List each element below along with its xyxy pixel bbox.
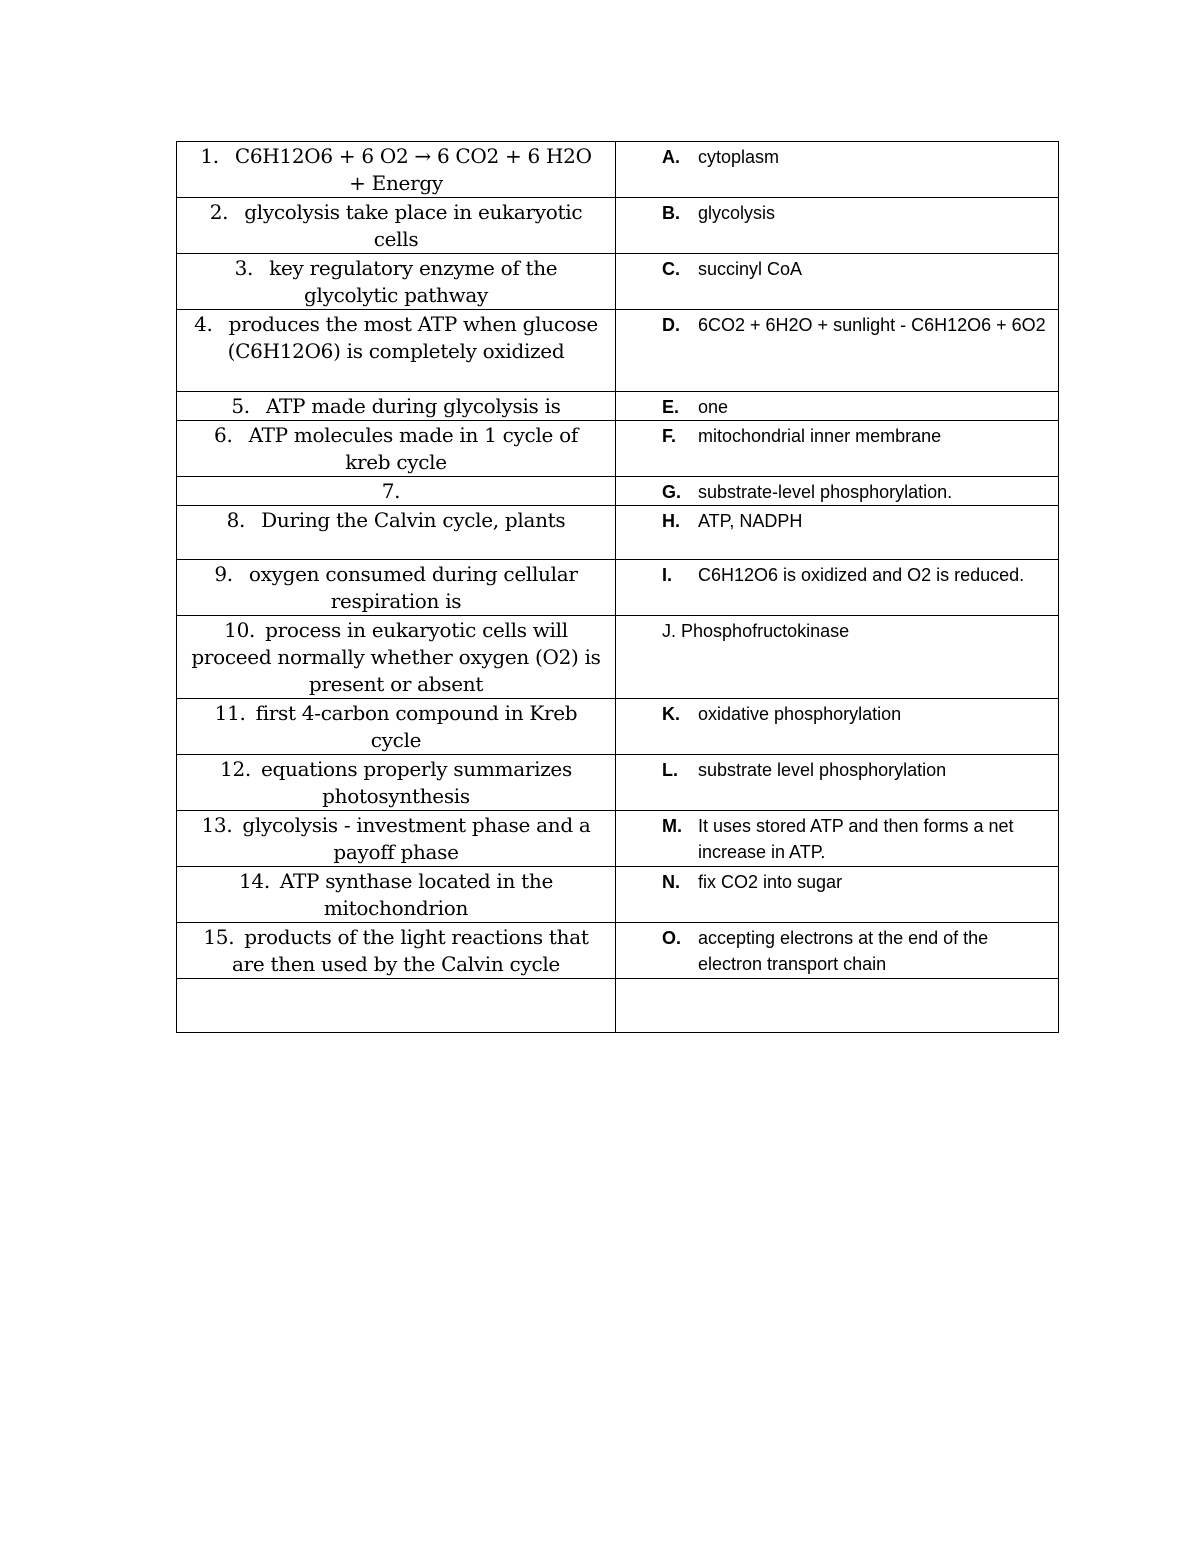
question-number: 14.: [238, 869, 270, 893]
question-text: C6H12O6 + 6 O2 → 6 CO2 + 6 H2O + Energy: [234, 144, 592, 195]
question-cell: [177, 254, 616, 310]
question-cell: [177, 142, 616, 198]
answer-text: Phosphofructokinase: [681, 621, 850, 641]
question-text: produces the most ATP when glucose (C6H12O6) is completely oxidized: [227, 312, 598, 363]
answer-cell: [616, 392, 1059, 421]
question-number: 11.: [214, 701, 246, 725]
empty-table-row: [177, 979, 1059, 1033]
question-text: key regulatory enzyme of the glycolytic pathway: [269, 256, 558, 307]
answer-text: 6CO2 + 6H2O + sunlight - C6H12O6 + 6O2: [698, 315, 1046, 335]
question-number: 1.: [200, 144, 219, 168]
table-row: [177, 616, 1059, 699]
question-cell: [177, 198, 616, 254]
question-text: ATP molecules made in 1 cycle of kreb cycle: [248, 423, 578, 474]
question-text: first 4-carbon compound in Kreb cycle: [255, 701, 578, 752]
table-row: [177, 506, 1059, 560]
answer-letter: C.: [662, 259, 680, 279]
question-cell: [177, 811, 616, 867]
answer-cell: [616, 506, 1059, 560]
question-number: 10.: [224, 618, 256, 642]
answer-cell: [616, 867, 1059, 923]
question-text: products of the light reactions that are then used by the Calvin cycle: [232, 925, 589, 976]
answer-letter: E.: [662, 397, 680, 417]
question-number: 2.: [209, 200, 229, 224]
answer-letter: D.: [662, 315, 680, 335]
question-number: 3.: [234, 256, 254, 280]
answer-cell: [616, 755, 1059, 811]
table-row: [177, 867, 1059, 923]
question-text: glycolysis take place in eukaryotic cells: [244, 200, 583, 251]
question-cell: [177, 755, 616, 811]
table-row: [177, 310, 1059, 392]
matching-table: [176, 141, 1059, 1033]
answer-text: It uses stored ATP and then forms a net increase in ATP.: [698, 816, 1014, 862]
answer-text: accepting electrons at the end of the electron transport chain: [698, 928, 989, 974]
answer-cell: [616, 142, 1059, 198]
question-number: 12.: [220, 757, 251, 781]
answer-cell: [616, 811, 1059, 867]
answer-text: ATP, NADPH: [698, 511, 803, 531]
question-number: 13.: [201, 813, 233, 837]
answer-letter: L.: [662, 760, 678, 780]
answer-cell: [616, 560, 1059, 616]
table-row: [177, 392, 1059, 421]
answer-letter: A.: [662, 147, 680, 167]
question-text: glycolysis - investment phase and a payoff phase: [242, 813, 591, 864]
answer-letter: N.: [662, 872, 680, 892]
question-number: 4.: [194, 312, 213, 336]
answer-cell: [616, 421, 1059, 477]
answer-text: glycolysis: [698, 203, 776, 223]
question-cell: [177, 421, 616, 477]
answer-cell: [616, 477, 1059, 506]
question-text: ATP synthase located in the mitochondrion: [279, 869, 554, 920]
question-cell: [177, 616, 616, 699]
table-row: [177, 755, 1059, 811]
question-cell: [177, 392, 616, 421]
answer-text: cytoplasm: [698, 147, 780, 167]
answer-letter: O.: [662, 928, 682, 948]
answer-text: oxidative phosphorylation: [698, 704, 902, 724]
question-text: oxygen consumed during cellular respiration is: [248, 562, 578, 613]
question-number: 9.: [214, 562, 233, 586]
empty-answer-cell: [616, 979, 1059, 1033]
answer-letter: B.: [662, 203, 680, 223]
table-row: [177, 477, 1059, 506]
table-row: [177, 254, 1059, 310]
answer-letter: M.: [662, 816, 682, 836]
question-cell: [177, 310, 616, 392]
answer-letter: I.: [662, 565, 673, 585]
answer-letter: J.: [662, 621, 677, 641]
question-text: equations properly summarizes photosynthesis: [260, 757, 572, 808]
answer-text: substrate-level phosphorylation.: [698, 482, 953, 502]
answer-cell: [616, 254, 1059, 310]
answer-cell: [616, 616, 1059, 699]
answer-letter: F.: [662, 426, 677, 446]
answer-cell: [616, 198, 1059, 254]
question-text: During the Calvin cycle, plants: [261, 508, 566, 532]
answer-text: mitochondrial inner membrane: [698, 426, 942, 446]
table-row: [177, 142, 1059, 198]
question-cell: [177, 560, 616, 616]
answer-cell: [616, 310, 1059, 392]
answer-text: succinyl CoA: [698, 259, 803, 279]
question-cell: [177, 923, 616, 979]
answer-cell: [616, 699, 1059, 755]
table-row: [177, 923, 1059, 979]
answer-cell: [616, 923, 1059, 979]
answer-text: fix CO2 into sugar: [698, 872, 843, 892]
table-row: [177, 560, 1059, 616]
question-cell: [177, 699, 616, 755]
question-cell: [177, 477, 616, 506]
answer-text: one: [698, 397, 729, 417]
question-number: 15.: [203, 925, 235, 949]
table-row: [177, 811, 1059, 867]
question-number: 6.: [214, 423, 233, 447]
table-row: [177, 198, 1059, 254]
empty-question-cell: [177, 979, 616, 1033]
question-text: process in eukaryotic cells will proceed normally whether oxygen (O2) is present or absent: [191, 618, 601, 696]
answer-letter: H.: [662, 511, 680, 531]
answer-text: C6H12O6 is oxidized and O2 is reduced.: [698, 565, 1025, 585]
question-cell: [177, 867, 616, 923]
question-cell: [177, 506, 616, 560]
table-row: [177, 421, 1059, 477]
question-number: 5.: [231, 394, 250, 418]
table-row: [177, 699, 1059, 755]
answer-text: substrate level phosphorylation: [698, 760, 947, 780]
answer-letter: K.: [662, 704, 680, 724]
question-text: ATP made during glycolysis is: [265, 394, 561, 418]
answer-letter: G.: [662, 482, 682, 502]
question-number: 8.: [226, 508, 246, 532]
question-number: 7.: [381, 479, 401, 503]
